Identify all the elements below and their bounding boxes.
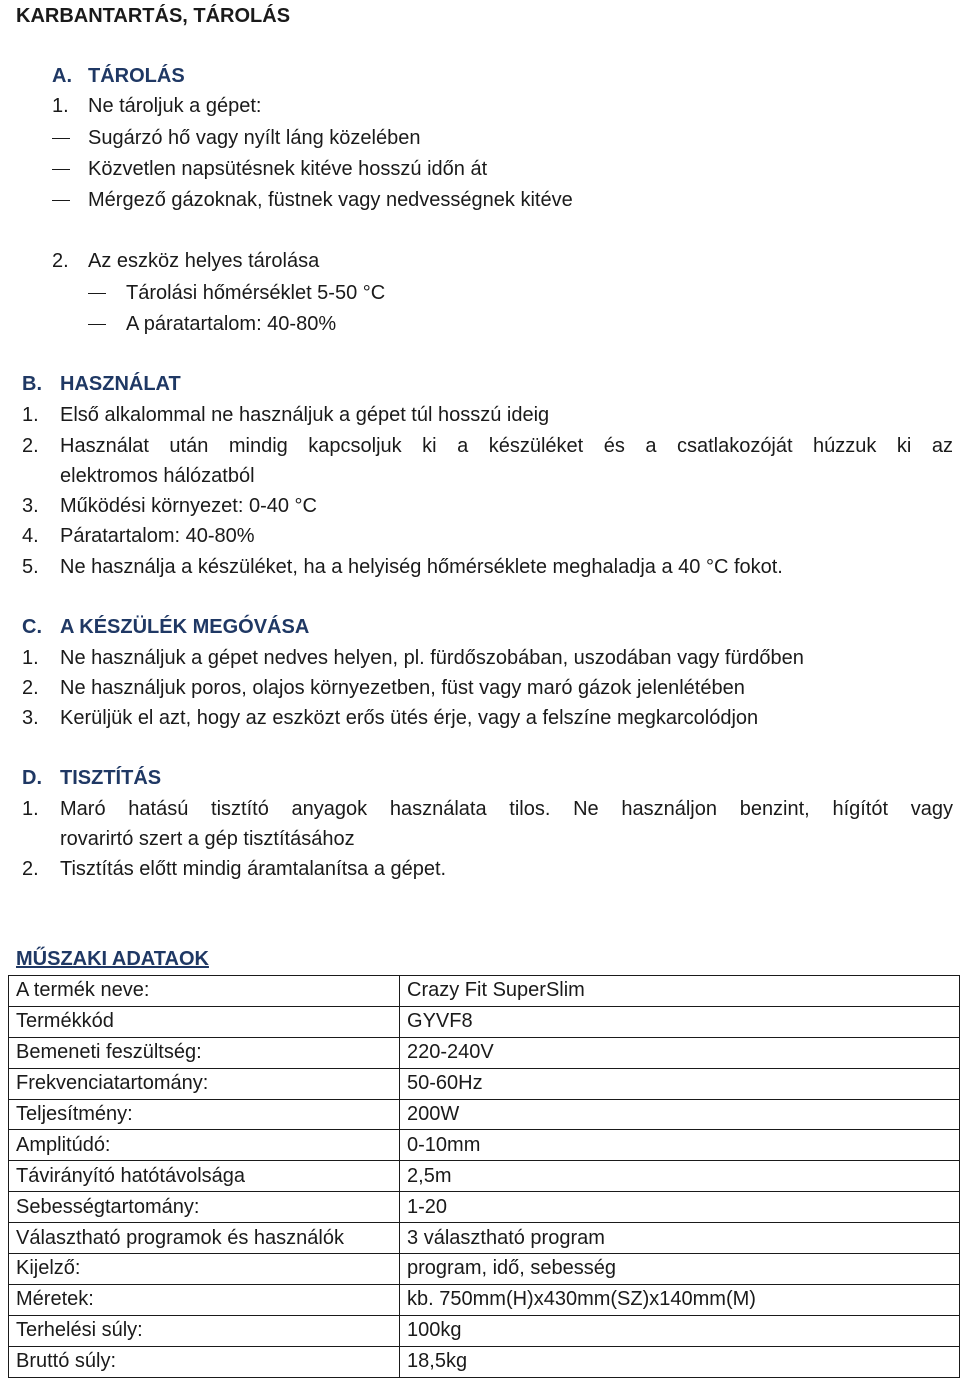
spec-value: 200W — [400, 1099, 960, 1130]
section-d-item-1-cont: rovarirtó szert a gép tisztításához — [60, 828, 355, 850]
spec-value: 2,5m — [400, 1161, 960, 1192]
list-item — [88, 281, 106, 305]
section-b-item-number: 5. — [22, 556, 39, 578]
section-b-item-number: 3. — [22, 495, 39, 517]
spec-value: 0-10mm — [400, 1130, 960, 1161]
section-d-item-number: 2. — [22, 858, 39, 880]
section-b-item-1: Első alkalommal ne használjuk a gépet túl hosszú ideig — [60, 404, 550, 426]
section-c-item-1: Ne használjuk a gépet nedves helyen, pl. fürdőszobában, uszodában vagy fürdőben — [60, 647, 804, 669]
spec-value: 220-240V — [400, 1037, 960, 1068]
table-row — [9, 1161, 960, 1192]
section-a-heading: TÁROLÁS — [88, 65, 185, 87]
spec-label: Kijelző: — [9, 1254, 400, 1285]
section-c-item-2: Ne használjuk poros, olajos környezetben, füst vagy maró gázok jelenlétében — [60, 677, 745, 699]
dash-bullet-icon — [88, 324, 106, 325]
section-d-heading: TISZTÍTÁS — [60, 767, 162, 789]
document-title: KARBANTARTÁS, TÁROLÁS — [16, 5, 291, 27]
section-b-heading-letter: B. — [22, 373, 42, 395]
table-row — [9, 1192, 960, 1223]
section-d-item-1: Maró hatású tisztító anyagok használata tilos. Ne használjon benzint, hígítót vagy — [60, 798, 953, 820]
spec-value: program, idő, sebesség — [400, 1254, 960, 1285]
spec-value: 100kg — [400, 1315, 960, 1346]
specs-title: MŰSZAKI ADATAOK — [16, 948, 209, 970]
table-row — [9, 1223, 960, 1254]
section-c-heading-letter: C. — [22, 616, 42, 638]
section-c-item-number: 1. — [22, 647, 39, 669]
section-d-heading-letter: D. — [22, 767, 42, 789]
spec-label: Választható programok és használók — [9, 1223, 400, 1254]
section-b-item-3: Működési környezet: 0-40 °C — [60, 495, 318, 517]
spec-label: Frekvenciatartomány: — [9, 1068, 400, 1099]
table-row — [9, 1284, 960, 1315]
spec-label: A termék neve: — [9, 976, 400, 1007]
section-d-item-number: 1. — [22, 798, 39, 820]
table-row — [9, 1346, 960, 1377]
section-c-item-number: 2. — [22, 677, 39, 699]
spec-label: Bruttó súly: — [9, 1346, 400, 1377]
table-row — [9, 1254, 960, 1285]
spec-value: Crazy Fit SuperSlim — [400, 976, 960, 1007]
section-b-item-number: 2. — [22, 435, 39, 457]
section-b-item-2: Használat után mindig kapcsoljuk ki a készüléket és a csatlakozóját húzzuk ki az — [60, 435, 953, 457]
section-c-item-3: Kerüljük el azt, hogy az eszközt erős ütés érje, vagy a felszíne megkarcolódjon — [60, 707, 759, 729]
section-a-item2-bullet-1: Tárolási hőmérséklet 5-50 °C — [126, 282, 386, 304]
list-item — [88, 312, 106, 336]
table-row — [9, 1068, 960, 1099]
section-b-item-number: 1. — [22, 404, 39, 426]
section-a-heading-letter: A. — [52, 65, 72, 87]
table-row — [9, 1037, 960, 1068]
spec-value: GYVF8 — [400, 1006, 960, 1037]
list-item — [52, 188, 70, 212]
section-c-item-number: 3. — [22, 707, 39, 729]
section-a-item2-bullet-2: A páratartalom: 40-80% — [126, 313, 337, 335]
section-b-item-2-cont: elektromos hálózatból — [60, 465, 255, 487]
table-row — [9, 1315, 960, 1346]
spec-label: Terhelési súly: — [9, 1315, 400, 1346]
dash-bullet-icon — [52, 138, 70, 139]
spec-value: 1-20 — [400, 1192, 960, 1223]
spec-label: Bemeneti feszültség: — [9, 1037, 400, 1068]
section-d-item-2: Tisztítás előtt mindig áramtalanítsa a gépet. — [60, 858, 447, 880]
spec-label: Amplitúdó: — [9, 1130, 400, 1161]
section-a-item1-number: 1. — [52, 95, 69, 117]
spec-label: Sebességtartomány: — [9, 1192, 400, 1223]
table-row — [9, 1130, 960, 1161]
section-a-item2-number: 2. — [52, 250, 69, 272]
spec-value: 3 választható program — [400, 1223, 960, 1254]
specs-table — [8, 975, 960, 1378]
section-b-item-5: Ne használja a készüléket, ha a helyiség hőmérséklete meghaladja a 40 °C fokot. — [60, 556, 783, 578]
dash-bullet-icon — [52, 200, 70, 201]
spec-value: 50-60Hz — [400, 1068, 960, 1099]
section-b-heading: HASZNÁLAT — [60, 373, 181, 395]
section-b-item-number: 4. — [22, 525, 39, 547]
spec-label: Termékkód — [9, 1006, 400, 1037]
section-a-item2: Az eszköz helyes tárolása — [88, 250, 320, 272]
spec-label: Méretek: — [9, 1284, 400, 1315]
section-b-item-4: Páratartalom: 40-80% — [60, 525, 255, 547]
section-a-bullet-3: Mérgező gázoknak, füstnek vagy nedvességnek kitéve — [88, 189, 573, 211]
spec-value: 18,5kg — [400, 1346, 960, 1377]
spec-label: Távirányító hatótávolsága — [9, 1161, 400, 1192]
list-item — [52, 157, 70, 181]
list-item — [52, 126, 70, 150]
table-row — [9, 1006, 960, 1037]
spec-value: kb. 750mm(H)x430mm(SZ)x140mm(M) — [400, 1284, 960, 1315]
dash-bullet-icon — [88, 293, 106, 294]
section-c-heading: A KÉSZÜLÉK MEGÓVÁSA — [60, 616, 310, 638]
section-a-bullet-1: Sugárzó hő vagy nyílt láng közelében — [88, 127, 421, 149]
spec-label: Teljesítmény: — [9, 1099, 400, 1130]
table-row — [9, 976, 960, 1007]
table-row — [9, 1099, 960, 1130]
dash-bullet-icon — [52, 169, 70, 170]
section-a-item1: Ne tároljuk a gépet: — [88, 95, 262, 117]
section-a-bullet-2: Közvetlen napsütésnek kitéve hosszú időn át — [88, 158, 488, 180]
